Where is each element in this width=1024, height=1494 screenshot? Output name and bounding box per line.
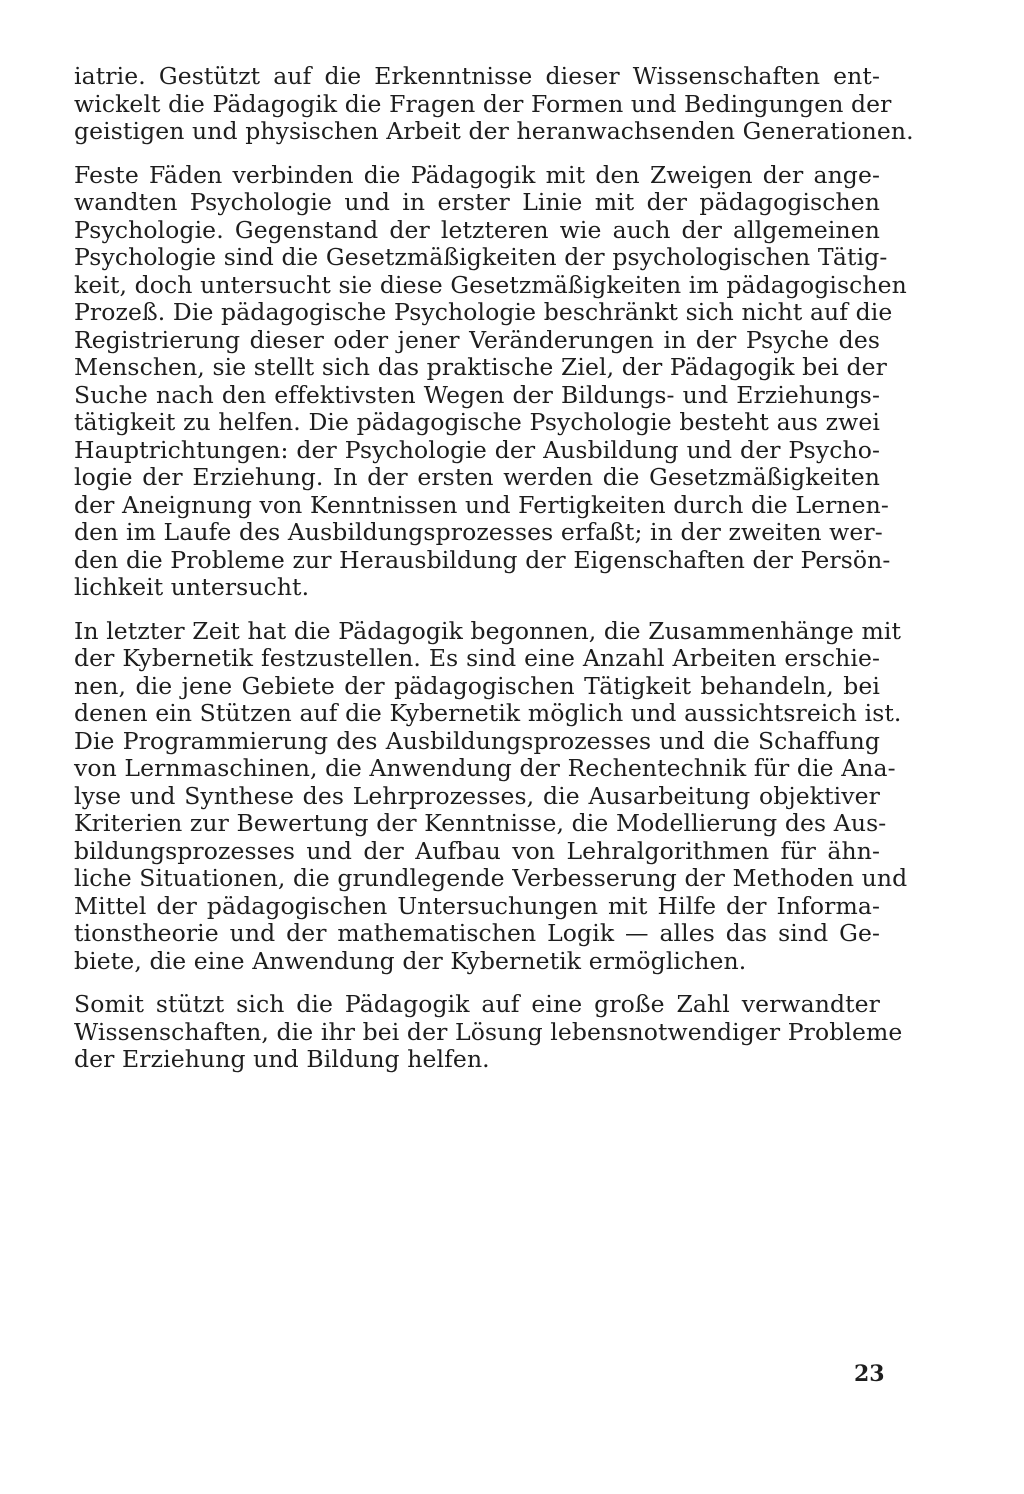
body-text xyxy=(74,62,914,1090)
text-line: keit, doch untersucht sie diese Gesetzmäßigkeiten im pädagogischen xyxy=(74,270,907,299)
text-line: Hauptrichtungen: der Psychologie der Ausbildung und der Psycho- xyxy=(74,435,880,464)
text-line: Menschen, sie stellt sich das praktische Ziel, der Pädagogik bei der xyxy=(74,353,887,381)
text-line: iatrie. Gestützt auf die Erkenntnisse dieser Wissenschaften ent- xyxy=(74,62,880,90)
text-line: Die Programmierung des Ausbildungsprozesses und die Schaffung xyxy=(74,726,880,755)
text-line: der Erziehung und Bildung helfen. xyxy=(74,1045,490,1073)
text-line: wickelt die Pädagogik die Fragen der Formen und Bedingungen der xyxy=(74,89,892,118)
page-number: 23 xyxy=(854,1361,885,1387)
text-line: lyse und Synthese des Lehrprozesses, die Ausarbeitung objektiver xyxy=(74,781,880,810)
text-line: wandten Psychologie und in erster Linie mit der pädagogischen xyxy=(74,188,880,216)
paragraph xyxy=(74,616,908,976)
text-line: Suche nach den effektivsten Wegen der Bildungs- und Erziehungs- xyxy=(74,380,880,409)
text-line: lichkeit untersucht. xyxy=(74,573,310,601)
text-line: denen ein Stützen auf die Kybernetik möglich und aussichtsreich ist. xyxy=(74,699,902,727)
text-line: Psychologie sind die Gesetzmäßigkeiten der psychologischen Tätig- xyxy=(74,243,888,271)
text-line: Registrierung dieser oder jener Veränderungen in der Psyche des xyxy=(74,325,880,354)
text-line: Wissenschaften, die ihr bei der Lösung lebensnotwendiger Probleme xyxy=(74,1017,903,1046)
text-line: Prozeß. Die pädagogische Psychologie beschränkt sich nicht auf die xyxy=(74,298,893,326)
text-line: liche Situationen, die grundlegende Verbesserung der Methoden und xyxy=(74,864,908,892)
text-line: den die Probleme zur Herausbildung der Eigenschaften der Persön- xyxy=(74,545,891,574)
text-line: von Lernmaschinen, die Anwendung der Rechentechnik für die Ana- xyxy=(74,754,896,782)
text-line: Mittel der pädagogischen Untersuchungen mit Hilfe der Informa- xyxy=(74,891,880,920)
text-line: der Kybernetik festzustellen. Es sind eine Anzahl Arbeiten erschie- xyxy=(74,644,880,672)
text-line: nen, die jene Gebiete der pädagogischen Tätigkeit behandeln, bei xyxy=(74,671,880,700)
text-line: Psychologie. Gegenstand der letzteren wie auch der allgemeinen xyxy=(74,215,880,244)
text-line: biete, die eine Anwendung der Kybernetik ermöglichen. xyxy=(74,946,747,975)
text-line: logie der Erziehung. In der ersten werden die Gesetzmäßigkeiten xyxy=(74,463,880,491)
text-line: Kriterien zur Bewertung der Kenntnisse, die Modellierung des Aus- xyxy=(74,809,887,837)
text-line: den im Laufe des Ausbildungsprozesses erfaßt; in der zweiten wer- xyxy=(74,518,883,546)
paragraph xyxy=(74,62,914,146)
text-line: tätigkeit zu helfen. Die pädagogische Psychologie besteht aus zwei xyxy=(74,408,880,436)
text-line: Feste Fäden verbinden die Pädagogik mit den Zweigen der ange- xyxy=(74,160,880,189)
text-line: bildungsprozesses und der Aufbau von Lehralgorithmen für ähn- xyxy=(74,836,880,865)
paragraph xyxy=(74,990,903,1074)
text-line: tionstheorie und der mathematischen Logik — alles das sind Ge- xyxy=(74,919,880,947)
text-line: der Aneignung von Kenntnissen und Fertigkeiten durch die Lernen- xyxy=(74,490,889,519)
text-line: geistigen und physischen Arbeit der heranwachsenden Generationen. xyxy=(74,117,914,145)
text-line: Somit stützt sich die Pädagogik auf eine große Zahl verwandter xyxy=(74,990,880,1018)
paragraph xyxy=(74,160,907,602)
text-line: In letzter Zeit hat die Pädagogik begonnen, die Zusammenhänge mit xyxy=(74,616,902,645)
